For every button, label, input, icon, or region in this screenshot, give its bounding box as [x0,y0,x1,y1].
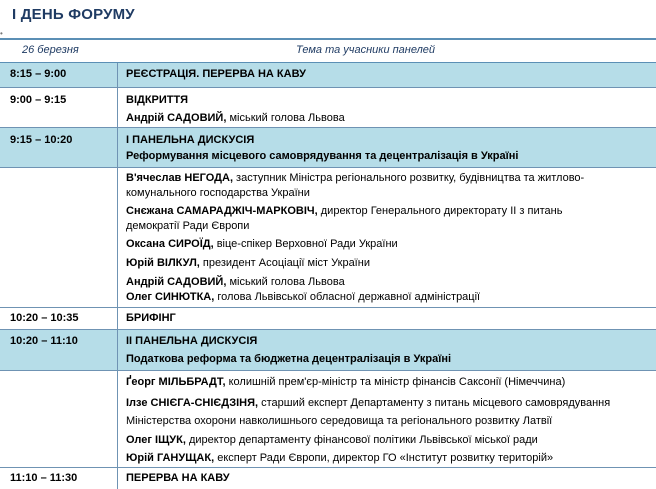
time-panel2: 10:20 – 11:10 [10,335,78,347]
label-coffee-break: ПЕРЕРВА НА КАВУ [126,472,230,484]
panel1-participant [126,205,562,218]
panel2-subtitle: Податкова реформа та бюджетна децентралізація в Україні [126,353,452,365]
time-panel1: 9:15 – 10:20 [10,134,73,146]
row-panel2-participants [0,370,656,467]
participant-role: старший експерт Департаменту з питань місцевого самоврядування [258,397,611,409]
panel2-participant [126,376,565,389]
row-panel1-header [0,127,656,167]
time-opening: 9:00 – 9:15 [10,94,67,106]
panel2-participant [126,434,538,447]
participant-name: Юрій ВІЛКУЛ, [126,257,200,269]
time-briefing: 10:20 – 10:35 [10,312,79,324]
participant-name: Ґеорг МІЛЬБРАДТ, [126,376,226,388]
speaker-name: Андрій САДОВИЙ, [126,112,227,124]
label-opening: ВІДКРИТТЯ [126,94,188,106]
participant-name: Оксана СИРОЇД, [126,238,214,250]
panel1-subtitle: Реформування місцевого самоврядування та децентралізація в Україні [126,150,519,162]
row-registration [0,63,656,87]
column-divider [117,63,118,489]
participant-name: Андрій САДОВИЙ, [126,276,227,288]
participant-role: президент Асоціації міст України [199,257,370,269]
panel2-title: ІІ ПАНЕЛЬНА ДИСКУСІЯ [126,335,258,347]
panel1-participant [126,276,345,289]
panel2-participant [126,452,553,465]
time-coffee-break: 11:10 – 11:30 [10,472,78,484]
row-panel2-header [0,329,656,370]
label-registration: РЕЄСТРАЦІЯ. ПЕРЕРВА НА КАВУ [126,68,306,80]
participant-role: директор департаменту фінансової політики Львівської міської ради [185,434,538,446]
panel2-participant-cont: Міністерства охорони навколишнього середовища та регіонального розвитку Латвії [126,415,553,427]
panel1-participant-cont: демократії Ради Європи [126,220,250,232]
participant-name: Олег ІЩУК, [126,434,186,446]
participant-role: експерт Ради Європи, директор ГО «Інститут розвитку територій» [214,452,554,464]
header-top-rule [0,38,656,40]
participant-role: колишній прем'єр-міністр та міністр фінансів Саксонії (Німеччина) [225,376,566,388]
header-topic: Тема та учасники панелей [296,44,436,56]
speaker-role: міський голова Львова [226,112,345,124]
panel1-participant [126,172,584,185]
row-coffee-break [0,467,656,489]
time-registration: 8:15 – 9:00 [10,68,67,80]
row-panel1-participants [0,167,656,307]
participant-role: директор Генерального директорату ІІ з питань [317,205,563,217]
participant-name: В'ячеслав НЕГОДА, [126,172,233,184]
panel2-participant [126,397,610,410]
panel1-title: І ПАНЕЛЬНА ДИСКУСІЯ [126,134,255,146]
participant-role: віце-спікер Верховної Ради України [213,238,398,250]
participant-name: Олег СИНЮТКА, [126,291,215,303]
participant-name: Ілзе СНІЄГА-СНІЄДЗІНЯ, [126,397,259,409]
speaker-opening [126,112,345,125]
participant-role: заступник Міністра регіонального розвитку, будівництва та житлово- [233,172,585,184]
panel1-participant [126,291,480,304]
row-briefing [0,307,656,329]
panel1-participant [126,257,370,270]
panel1-participant-cont: комунального господарства України [126,187,310,199]
header-date: 26 березня [22,44,79,56]
panel1-participant [126,238,398,251]
table-anchor-icon: • [0,29,3,38]
label-briefing: БРИФІНГ [126,312,176,324]
participant-name: Юрій ГАНУЩАК, [126,452,215,464]
participant-name: Снєжана САМАРАДЖІЧ-МАРКОВІЧ, [126,205,318,217]
page-title: І ДЕНЬ ФОРУМУ [12,6,135,23]
participant-role: голова Львівської обласної державної адміністрації [214,291,481,303]
participant-role: міський голова Львова [226,276,345,288]
row-opening [0,87,656,127]
